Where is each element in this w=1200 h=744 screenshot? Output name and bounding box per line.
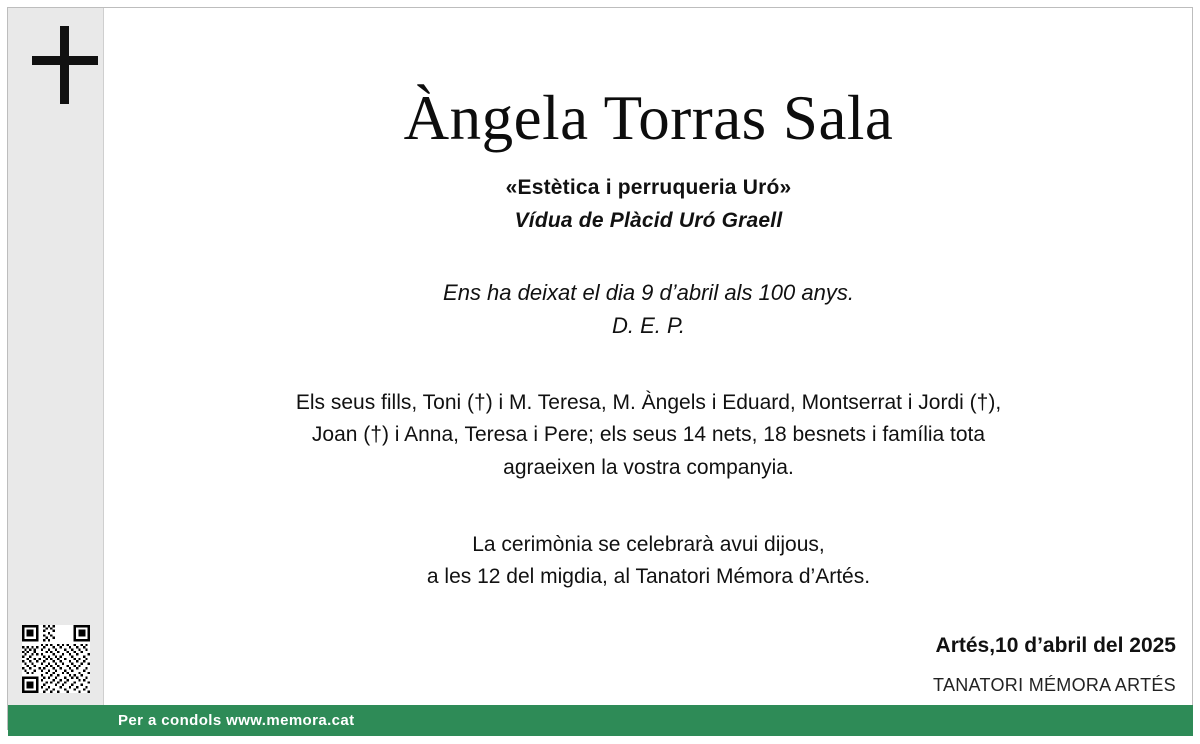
condolences-link[interactable]: Per a condols www.memora.cat [118,712,355,729]
family-line: agraeixen la vostra companyia. [503,456,794,480]
footer-bar-left-segment [8,705,104,736]
place-and-date: Artés,10 d’abril del 2025 [935,634,1176,657]
family-line: Joan (†) i Anna, Teresa i Pere; els seus 14 nets, 18 besnets i família tota [311,423,986,447]
ceremony-line: a les 12 del migdia, al Tanatori Mémora d’Artés. [426,565,871,589]
ceremony-line: La cerimònia se celebrarà avui dijous, [472,532,825,556]
funeral-home-name: TANATORI MÉMORA ARTÉS [932,675,1176,695]
rest-in-peace-line: D. E. P. [612,312,685,338]
ceremony-paragraph [128,529,1169,594]
left-sidebar-panel [8,8,103,705]
notice-content [104,8,1193,705]
footer-bar [104,705,1193,736]
business-name: «Estètica i perruqueria Uró» [505,176,792,200]
passing-line: Ens ha deixat el dia 9 d’abril als 100 anys. [443,280,854,306]
deceased-name: Àngela Torras Sala [403,83,894,153]
relation-line: Vídua de Plàcid Uró Graell [514,209,783,233]
cross-icon [32,26,98,104]
family-paragraph [128,387,1169,485]
qr-code-icon[interactable] [22,625,90,693]
family-line: Els seus fills, Toni (†) i M. Teresa, M. Àngels i Eduard, Montserrat i Jordi (†), [295,390,1002,414]
